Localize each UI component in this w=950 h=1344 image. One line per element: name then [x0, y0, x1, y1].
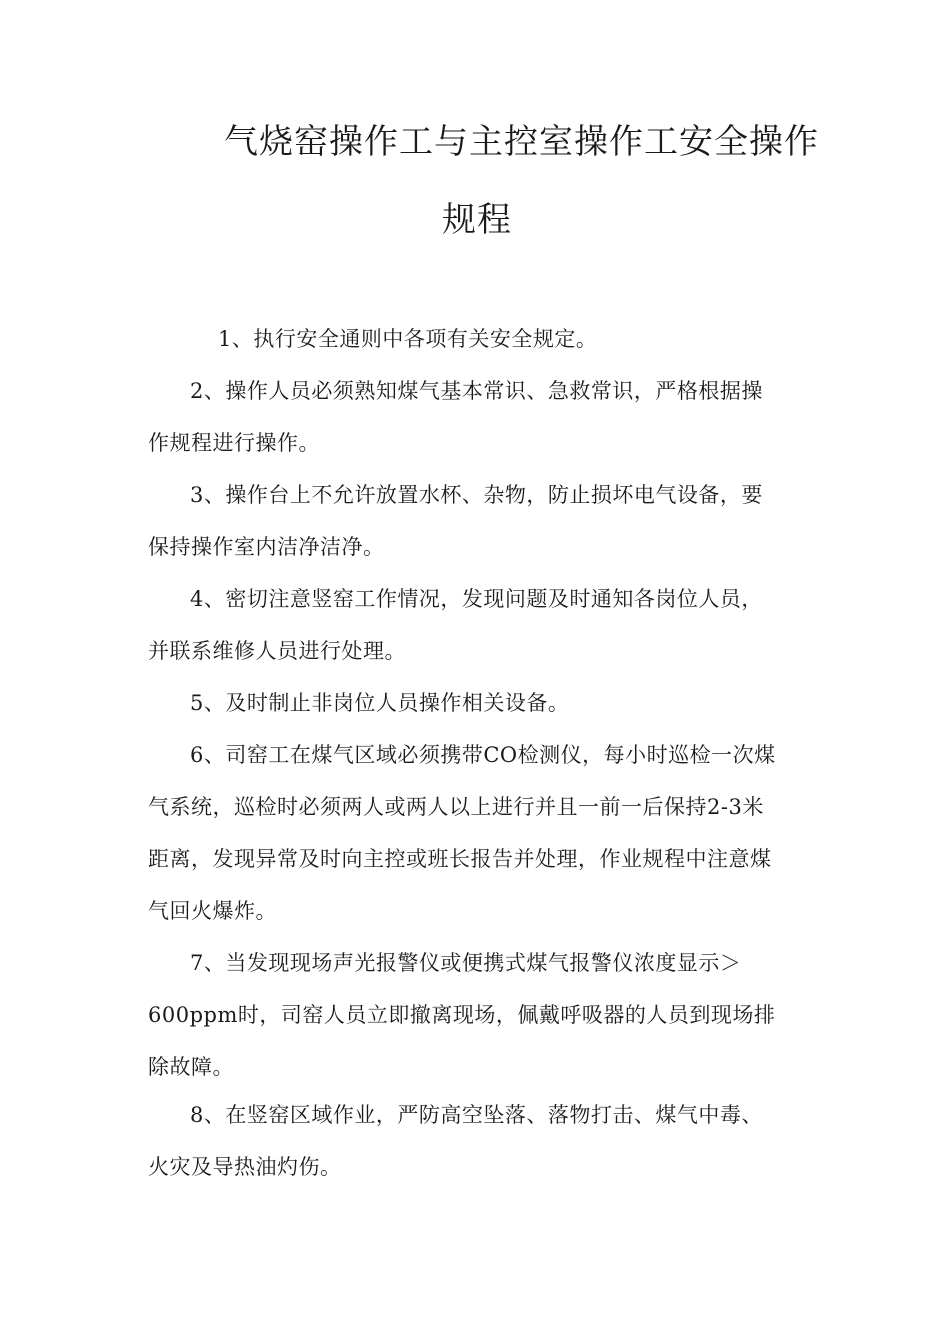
paragraph-line: 6、司窑工在煤气区域必须携带CO检测仪，每小时巡检一次煤: [190, 743, 776, 767]
paragraph-line: 8、在竖窑区域作业，严防高空坠落、落物打击、煤气中毒、: [190, 1103, 763, 1127]
paragraph-line: 并联系维修人员进行处理。: [148, 639, 406, 663]
paragraph-line: 火灾及导热油灼伤。: [148, 1155, 342, 1179]
paragraph-8: [148, 1089, 808, 1193]
document-title-line-1: 气烧窑操作工与主控室操作工安全操作: [224, 122, 819, 162]
paragraph-line: 600ppm时，司窑人员立即撤离现场，佩戴呼吸器的人员到现场排: [148, 1003, 776, 1027]
paragraph-6: [148, 729, 808, 937]
paragraph-line: 气系统，巡检时必须两人或两人以上进行并且一前一后保持2-3米: [148, 795, 764, 819]
paragraph-4: [148, 573, 808, 677]
paragraph-3: [148, 469, 808, 573]
paragraph-line: 4、密切注意竖窑工作情况，发现问题及时通知各岗位人员，: [190, 587, 763, 611]
paragraph-7: [148, 937, 808, 1093]
paragraph-line: 2、操作人员必须熟知煤气基本常识、急救常识，严格根据操: [190, 379, 763, 403]
document-title-line-2: 规程: [442, 200, 512, 240]
paragraph-line: 除故障。: [148, 1055, 234, 1079]
paragraph-line: 保持操作室内洁净洁净。: [148, 535, 385, 559]
paragraph-line: 3、操作台上不允许放置水杯、杂物，防止损坏电气设备，要: [190, 483, 763, 507]
paragraph-1: [148, 313, 808, 365]
paragraph-5: [148, 677, 808, 729]
paragraph-line: 7、当发现现场声光报警仪或便携式煤气报警仪浓度显示＞: [190, 951, 742, 975]
paragraph-line: 气回火爆炸。: [148, 899, 277, 923]
paragraph-line: 1、执行安全通则中各项有关安全规定。: [218, 327, 598, 351]
paragraph-line: 距离，发现异常及时向主控或班长报告并处理，作业规程中注意煤: [148, 847, 772, 871]
paragraph-line: 5、及时制止非岗位人员操作相关设备。: [190, 691, 570, 715]
paragraph-line: 作规程进行操作。: [148, 431, 320, 455]
paragraph-2: [148, 365, 808, 469]
